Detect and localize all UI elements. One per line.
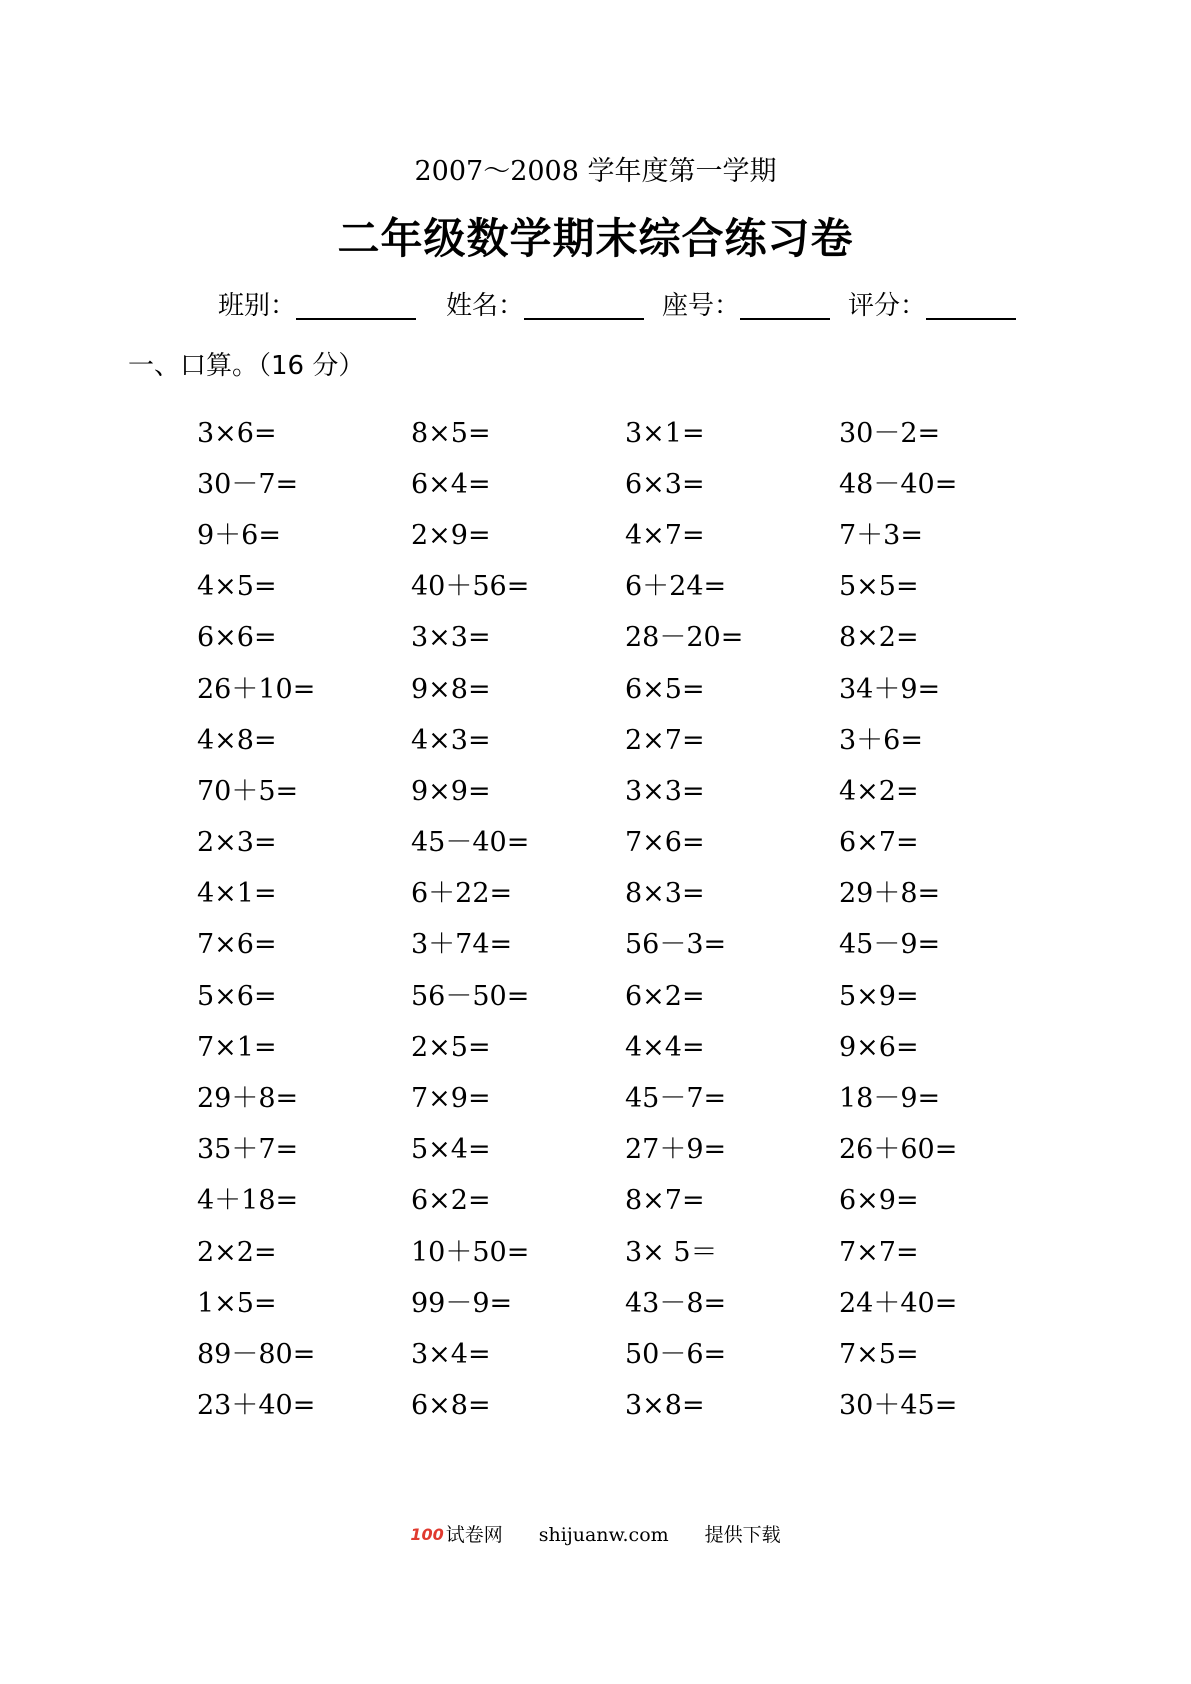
arithmetic-problem: 8×5= [411,417,491,449]
arithmetic-problem: 50－6= [625,1338,727,1370]
arithmetic-problem: 45－40= [411,827,530,859]
problem-row [197,1278,1057,1329]
arithmetic-problem: 3×4= [411,1338,491,1370]
arithmetic-problem: 6×9= [839,1185,919,1217]
arithmetic-problem: 3× 5＝ [625,1236,718,1268]
arithmetic-problem: 29＋8= [839,878,941,910]
problem-row [197,869,1057,920]
arithmetic-problem: 23＋40= [197,1390,316,1422]
problem-row [197,715,1057,766]
arithmetic-problem: 45－7= [625,1083,727,1115]
arithmetic-problem: 4＋18= [197,1185,299,1217]
arithmetic-problem: 28－20= [625,622,744,654]
arithmetic-problem: 30－7= [197,468,299,500]
arithmetic-problem: 18－9= [839,1083,941,1115]
arithmetic-problem: 6×2= [411,1185,491,1217]
arithmetic-problem: 30－2= [839,417,941,449]
arithmetic-problem: 56－3= [625,929,727,961]
arithmetic-problem: 2×3= [197,827,277,859]
footer-tagline: 提供下载 [704,1524,781,1546]
logo-number: 100 [410,1525,444,1544]
arithmetic-problem: 5×9= [839,980,919,1012]
arithmetic-problem: 5×4= [411,1134,491,1166]
problem-row [197,766,1057,817]
problem-row [197,1329,1057,1380]
seat-blank[interactable] [740,290,830,320]
problem-row [197,818,1057,869]
name-label: 姓名： [446,291,525,321]
problem-row [197,1227,1057,1278]
arithmetic-problem: 30＋45= [839,1390,958,1422]
section-1-heading: 一、口算。（16 分） [128,351,365,381]
arithmetic-problem: 6×7= [839,827,919,859]
problem-row [197,408,1057,459]
problem-row [197,971,1057,1022]
arithmetic-problem: 4×8= [197,724,277,756]
name-field [446,288,644,324]
arithmetic-problem: 9×9= [411,775,491,807]
arithmetic-problem: 48－40= [839,468,958,500]
problem-row [197,459,1057,510]
arithmetic-problem: 3＋6= [839,724,923,756]
arithmetic-problem: 4×2= [839,775,919,807]
arithmetic-problem: 6×3= [625,468,705,500]
site-name: 试卷网 [445,1524,503,1546]
arithmetic-problem: 6×8= [411,1390,491,1422]
problem-row [197,664,1057,715]
problem-row [197,1073,1057,1124]
arithmetic-problem: 6×5= [625,673,705,705]
problem-row [197,562,1057,613]
arithmetic-problem: 7×5= [839,1338,919,1370]
arithmetic-problem: 5×5= [839,571,919,603]
arithmetic-problem: 4×4= [625,1031,705,1063]
arithmetic-problem: 7×7= [839,1236,919,1268]
problem-row [197,1125,1057,1176]
arithmetic-problem: 9×8= [411,673,491,705]
arithmetic-problem: 6＋22= [411,878,513,910]
arithmetic-problem: 10＋50= [411,1236,530,1268]
arithmetic-problem: 56－50= [411,980,530,1012]
arithmetic-problem: 43－8= [625,1287,727,1319]
class-label: 班别： [218,291,297,321]
page-footer [0,1522,1191,1548]
arithmetic-problem: 9＋6= [197,519,281,551]
arithmetic-problem: 70＋5= [197,775,299,807]
arithmetic-problem: 8×3= [625,878,705,910]
problem-row [197,1176,1057,1227]
site-logo [410,1522,502,1548]
arithmetic-problem: 9×6= [839,1031,919,1063]
score-field [848,288,1016,324]
seat-label: 座号： [662,291,741,321]
arithmetic-problem: 8×2= [839,622,919,654]
student-info-row [218,284,1016,324]
arithmetic-problem: 3×3= [625,775,705,807]
class-blank[interactable] [296,290,416,320]
arithmetic-problem: 6×2= [625,980,705,1012]
arithmetic-problem: 7×1= [197,1031,277,1063]
exam-title: 二年级数学期末综合练习卷 [337,214,854,263]
mental-arithmetic-grid [197,408,1057,1432]
problem-row [197,1381,1057,1432]
arithmetic-problem: 4×3= [411,724,491,756]
arithmetic-problem: 7×6= [625,827,705,859]
arithmetic-problem: 7＋3= [839,519,923,551]
seat-field [662,288,830,324]
arithmetic-problem: 99－9= [411,1287,513,1319]
score-label: 评分： [848,291,927,321]
exam-term-subtitle: 2007～2008 学年度第一学期 [414,156,777,187]
arithmetic-problem: 3×3= [411,622,491,654]
class-field [218,288,416,324]
arithmetic-problem: 24＋40= [839,1287,958,1319]
arithmetic-problem: 7×9= [411,1083,491,1115]
arithmetic-problem: 4×7= [625,519,705,551]
arithmetic-problem: 3＋74= [411,929,513,961]
arithmetic-problem: 2×2= [197,1236,277,1268]
arithmetic-problem: 1×5= [197,1287,277,1319]
arithmetic-problem: 7×6= [197,929,277,961]
arithmetic-problem: 3×6= [197,417,277,449]
problem-row [197,613,1057,664]
arithmetic-problem: 40＋56= [411,571,530,603]
problem-row [197,1022,1057,1073]
arithmetic-problem: 3×8= [625,1390,705,1422]
arithmetic-problem: 3×1= [625,417,705,449]
arithmetic-problem: 8×7= [625,1185,705,1217]
arithmetic-problem: 45－9= [839,929,941,961]
arithmetic-problem: 6×6= [197,622,277,654]
arithmetic-problem: 2×7= [625,724,705,756]
name-blank[interactable] [524,290,644,320]
site-domain: shijuanw.com [538,1524,669,1546]
arithmetic-problem: 27＋9= [625,1134,727,1166]
problem-row [197,920,1057,971]
arithmetic-problem: 35＋7= [197,1134,299,1166]
arithmetic-problem: 4×5= [197,571,277,603]
arithmetic-problem: 89－80= [197,1338,316,1370]
arithmetic-problem: 5×6= [197,980,277,1012]
arithmetic-problem: 6×4= [411,468,491,500]
arithmetic-problem: 2×9= [411,519,491,551]
arithmetic-problem: 29＋8= [197,1083,299,1115]
score-blank[interactable] [926,290,1016,320]
arithmetic-problem: 2×5= [411,1031,491,1063]
arithmetic-problem: 34＋9= [839,673,941,705]
arithmetic-problem: 26＋60= [839,1134,958,1166]
arithmetic-problem: 26＋10= [197,673,316,705]
problem-row [197,510,1057,561]
arithmetic-problem: 6＋24= [625,571,727,603]
arithmetic-problem: 4×1= [197,878,277,910]
